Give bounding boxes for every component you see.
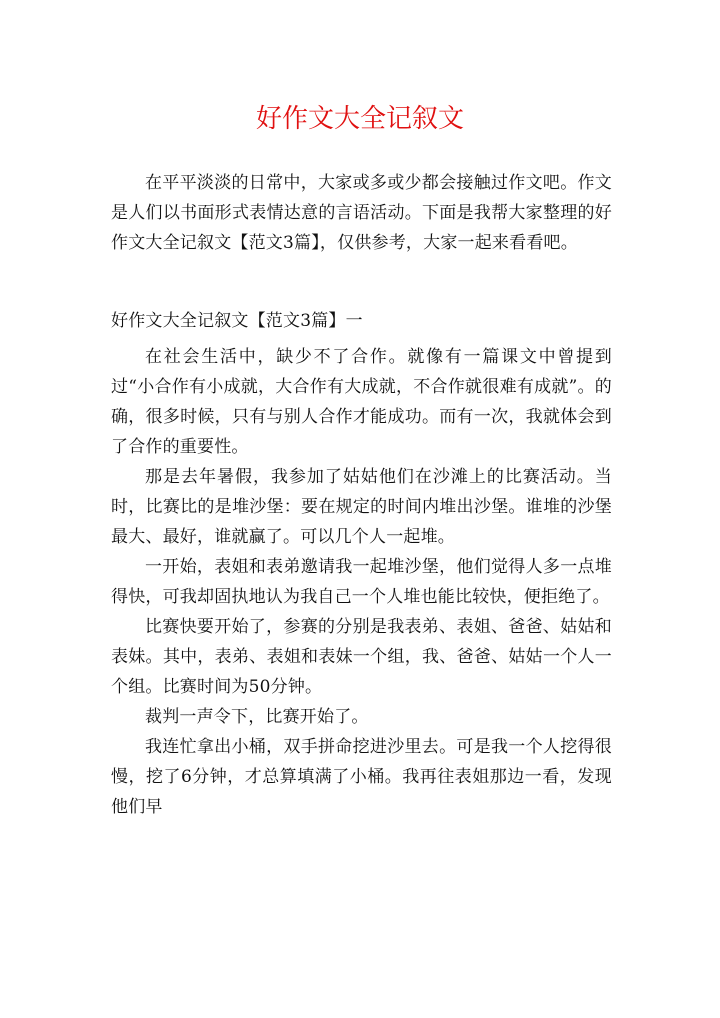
intro-paragraph: 在平平淡淡的日常中，大家或多或少都会接触过作文吧。作文是人们以书面形式表情达意的言语活动。下面是我帮大家整理的好作文大全记叙文【范文3篇】，仅供参考，大家一起来看看吧。	[111, 173, 612, 253]
body-paragraph: 我连忙拿出小桶，双手拼命挖进沙里去。可是我一个人挖得很慢，挖了6分钟，才总算填满了小桶。我再往表姐那边一看，发现他们早	[111, 737, 612, 817]
body-paragraph: 裁判一声令下，比赛开始了。	[145, 707, 369, 727]
body-paragraph: 那是去年暑假，我参加了姑姑他们在沙滩上的比赛活动。当时，比赛比的是堆沙堡：要在规定的时间内堆出沙堡。谁堆的沙堡最大、最好，谁就赢了。可以几个人一起堆。	[111, 467, 612, 547]
body-paragraph: 在社会生活中，缺少不了合作。就像有一篇课文中曾提到过“小合作有小成就，大合作有大成就，不合作就很难有成就”。的确，很多时候，只有与别人合作才能成功。而有一次，我就体会到了合作的重要性。	[111, 347, 612, 457]
document-title: 好作文大全记叙文	[255, 104, 464, 134]
body-paragraph: 一开始，表姐和表弟邀请我一起堆沙堡，他们觉得人多一点堆得快，可我却固执地认为我自己一个人堆也能比较快，便拒绝了。	[111, 557, 612, 607]
document-body	[111, 168, 612, 822]
body-paragraph: 比赛快要开始了，参赛的分别是我表弟、表姐、爸爸、姑姑和表妹。其中，表弟、表姐和表妹一个组，我、爸爸、姑姑一个人一个组。比赛时间为50分钟。	[111, 617, 612, 697]
section-heading: 好作文大全记叙文【范文3篇】一	[111, 311, 363, 331]
